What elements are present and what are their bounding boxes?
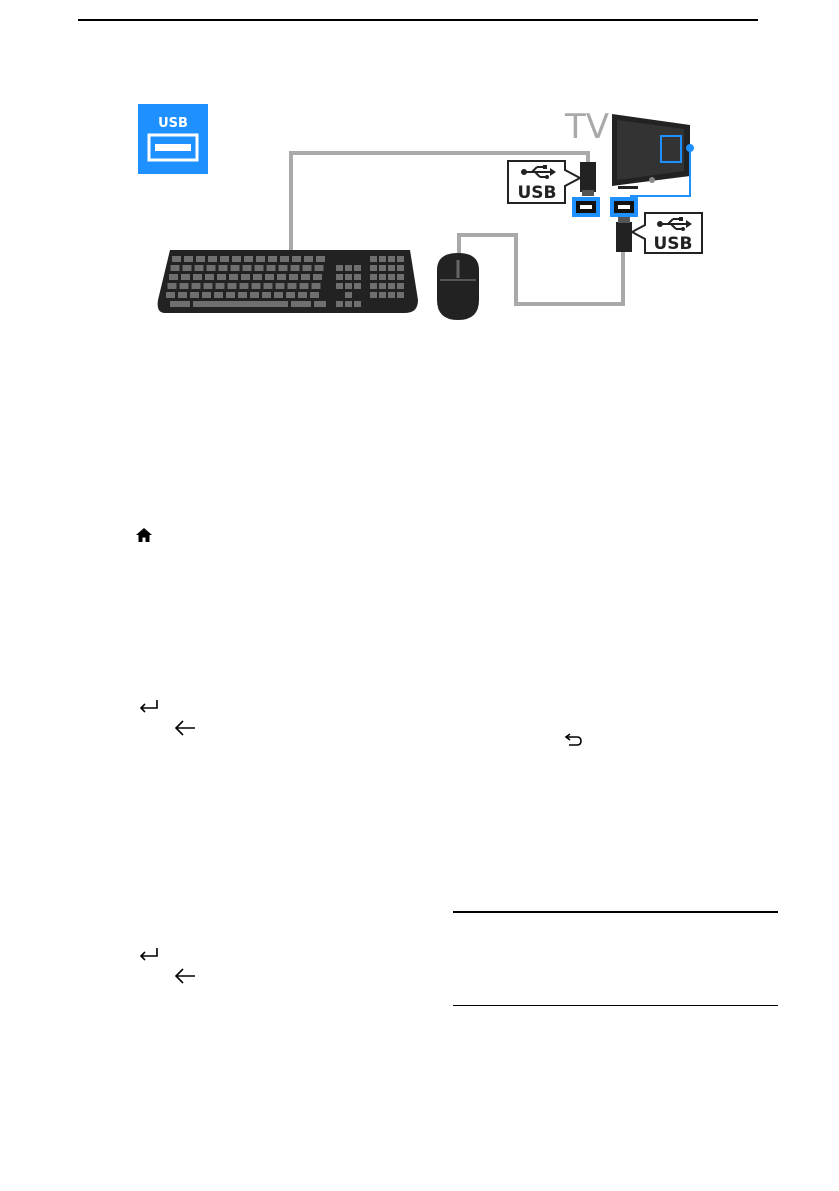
- keyboard-key: [220, 256, 229, 262]
- keyboard-key: [379, 283, 386, 289]
- keyboard-key: [370, 256, 377, 262]
- keyboard-key: [172, 256, 181, 262]
- usb-keyboard-mouse-connection-diagram: [0, 0, 839, 340]
- keyboard-key: [255, 265, 264, 271]
- keyboard-key: [370, 265, 377, 271]
- keyboard-key: [388, 274, 395, 280]
- keyboard-key: [379, 265, 386, 271]
- keyboard-key: [370, 292, 377, 298]
- keyboard-key: [300, 283, 309, 289]
- back-icon: [563, 733, 583, 747]
- keyboard-key: [232, 256, 241, 262]
- keyboard-usb-plug: [580, 162, 596, 196]
- keyboard-key: [286, 292, 295, 298]
- keyboard-key: [205, 274, 214, 280]
- keyboard-key: [195, 265, 204, 271]
- usb-badge: [138, 104, 208, 174]
- keyboard-key: [171, 265, 180, 271]
- keyboard-key: [244, 256, 253, 262]
- usb-callout-label: USB: [653, 234, 693, 254]
- keyboard-key: [178, 292, 187, 298]
- enter-icon: [138, 948, 160, 962]
- keyboard-key: [238, 292, 247, 298]
- tv-usb-ports: [572, 197, 638, 217]
- keyboard-key: [336, 283, 343, 289]
- keyboard-key: [310, 292, 319, 298]
- keyboard-key: [397, 292, 404, 298]
- keyboard-key: [166, 292, 175, 298]
- keyboard-key: [345, 274, 352, 280]
- keyboard-key: [370, 274, 377, 280]
- keyboard-key: [301, 274, 310, 280]
- keyboard-key: [180, 283, 189, 289]
- keyboard-key: [315, 265, 324, 271]
- keyboard-key: [354, 301, 361, 307]
- keyboard-key: [289, 274, 298, 280]
- keyboard-key: [336, 265, 343, 271]
- keyboard-key: [316, 256, 325, 262]
- keyboard-key: [304, 256, 313, 262]
- keyboard-key: [208, 256, 217, 262]
- keyboard-key: [250, 292, 259, 298]
- keyboard-key: [274, 292, 283, 298]
- keyboard-key: [268, 256, 277, 262]
- keyboard-key: [388, 265, 395, 271]
- keyboard-key: [229, 274, 238, 280]
- keyboard-key: [181, 274, 190, 280]
- keyboard-key: [169, 274, 178, 280]
- keyboard-key: [313, 274, 322, 280]
- keyboard-key: [226, 292, 235, 298]
- note-box-bottom-rule: [453, 1005, 778, 1006]
- keyboard-key: [291, 301, 311, 307]
- keyboard-key: [193, 274, 202, 280]
- keyboard-key: [192, 283, 201, 289]
- keyboard-key: [354, 283, 361, 289]
- keyboard-key: [280, 256, 289, 262]
- keyboard-key: [354, 265, 361, 271]
- keyboard-key: [336, 301, 343, 307]
- keyboard-key: [193, 301, 288, 307]
- keyboard-icon: [158, 250, 418, 313]
- keyboard-key: [267, 265, 276, 271]
- keyboard-key: [231, 265, 240, 271]
- keyboard-key: [354, 274, 361, 280]
- keyboard-key: [204, 283, 213, 289]
- keyboard-key: [228, 283, 237, 289]
- keyboard-key: [312, 283, 321, 289]
- keyboard-key: [183, 265, 192, 271]
- keyboard-key: [288, 283, 297, 289]
- usb-callout: [508, 161, 580, 203]
- enter-icon: [138, 700, 160, 714]
- home-icon: [136, 528, 152, 542]
- keyboard-key: [168, 283, 177, 289]
- keyboard-key: [345, 283, 352, 289]
- keyboard-key: [170, 301, 190, 307]
- keyboard-key: [264, 283, 273, 289]
- keyboard-key: [303, 265, 312, 271]
- keyboard-key: [345, 301, 352, 307]
- left-arrow-icon: [174, 968, 196, 984]
- keyboard-key: [397, 274, 404, 280]
- left-arrow-icon: [174, 720, 196, 736]
- keyboard-key: [388, 256, 395, 262]
- keyboard-key: [262, 292, 271, 298]
- keyboard-key: [345, 265, 352, 271]
- keyboard-key: [243, 265, 252, 271]
- keyboard-key: [253, 274, 262, 280]
- keyboard-key: [292, 256, 301, 262]
- keyboard-key: [196, 256, 205, 262]
- tv-label: TV: [564, 107, 610, 147]
- keyboard-key: [184, 256, 193, 262]
- keyboard-key: [241, 274, 250, 280]
- keyboard-key: [202, 292, 211, 298]
- keyboard-key: [265, 274, 274, 280]
- mouse-icon: [437, 253, 479, 320]
- keyboard-key: [379, 274, 386, 280]
- keyboard-key: [240, 283, 249, 289]
- keyboard-key: [277, 274, 286, 280]
- keyboard-key: [190, 292, 199, 298]
- keyboard-key: [336, 274, 343, 280]
- keyboard-key: [207, 265, 216, 271]
- keyboard-key: [291, 265, 300, 271]
- keyboard-key: [397, 256, 404, 262]
- keyboard-key: [219, 265, 228, 271]
- keyboard-key: [370, 283, 377, 289]
- page-header-rule: [78, 19, 758, 21]
- keyboard-key: [214, 292, 223, 298]
- keyboard-key: [279, 265, 288, 271]
- keyboard-key: [256, 256, 265, 262]
- keyboard-key: [314, 301, 326, 307]
- note-box-top-rule: [453, 911, 778, 913]
- keyboard-key: [397, 265, 404, 271]
- keyboard-key: [388, 292, 395, 298]
- keyboard-key: [388, 283, 395, 289]
- keyboard-key: [379, 292, 386, 298]
- keyboard-key: [397, 283, 404, 289]
- usb-callout: [632, 213, 702, 254]
- keyboard-key: [252, 283, 261, 289]
- keyboard-key: [345, 292, 352, 298]
- keyboard-key: [379, 256, 386, 262]
- keyboard-key: [298, 292, 307, 298]
- keyboard-key: [217, 274, 226, 280]
- keyboard-key: [276, 283, 285, 289]
- usb-callout-label: USB: [517, 183, 557, 203]
- keyboard-key: [216, 283, 225, 289]
- usb-badge-label: USB: [158, 116, 188, 131]
- mouse-usb-plug: [616, 217, 632, 252]
